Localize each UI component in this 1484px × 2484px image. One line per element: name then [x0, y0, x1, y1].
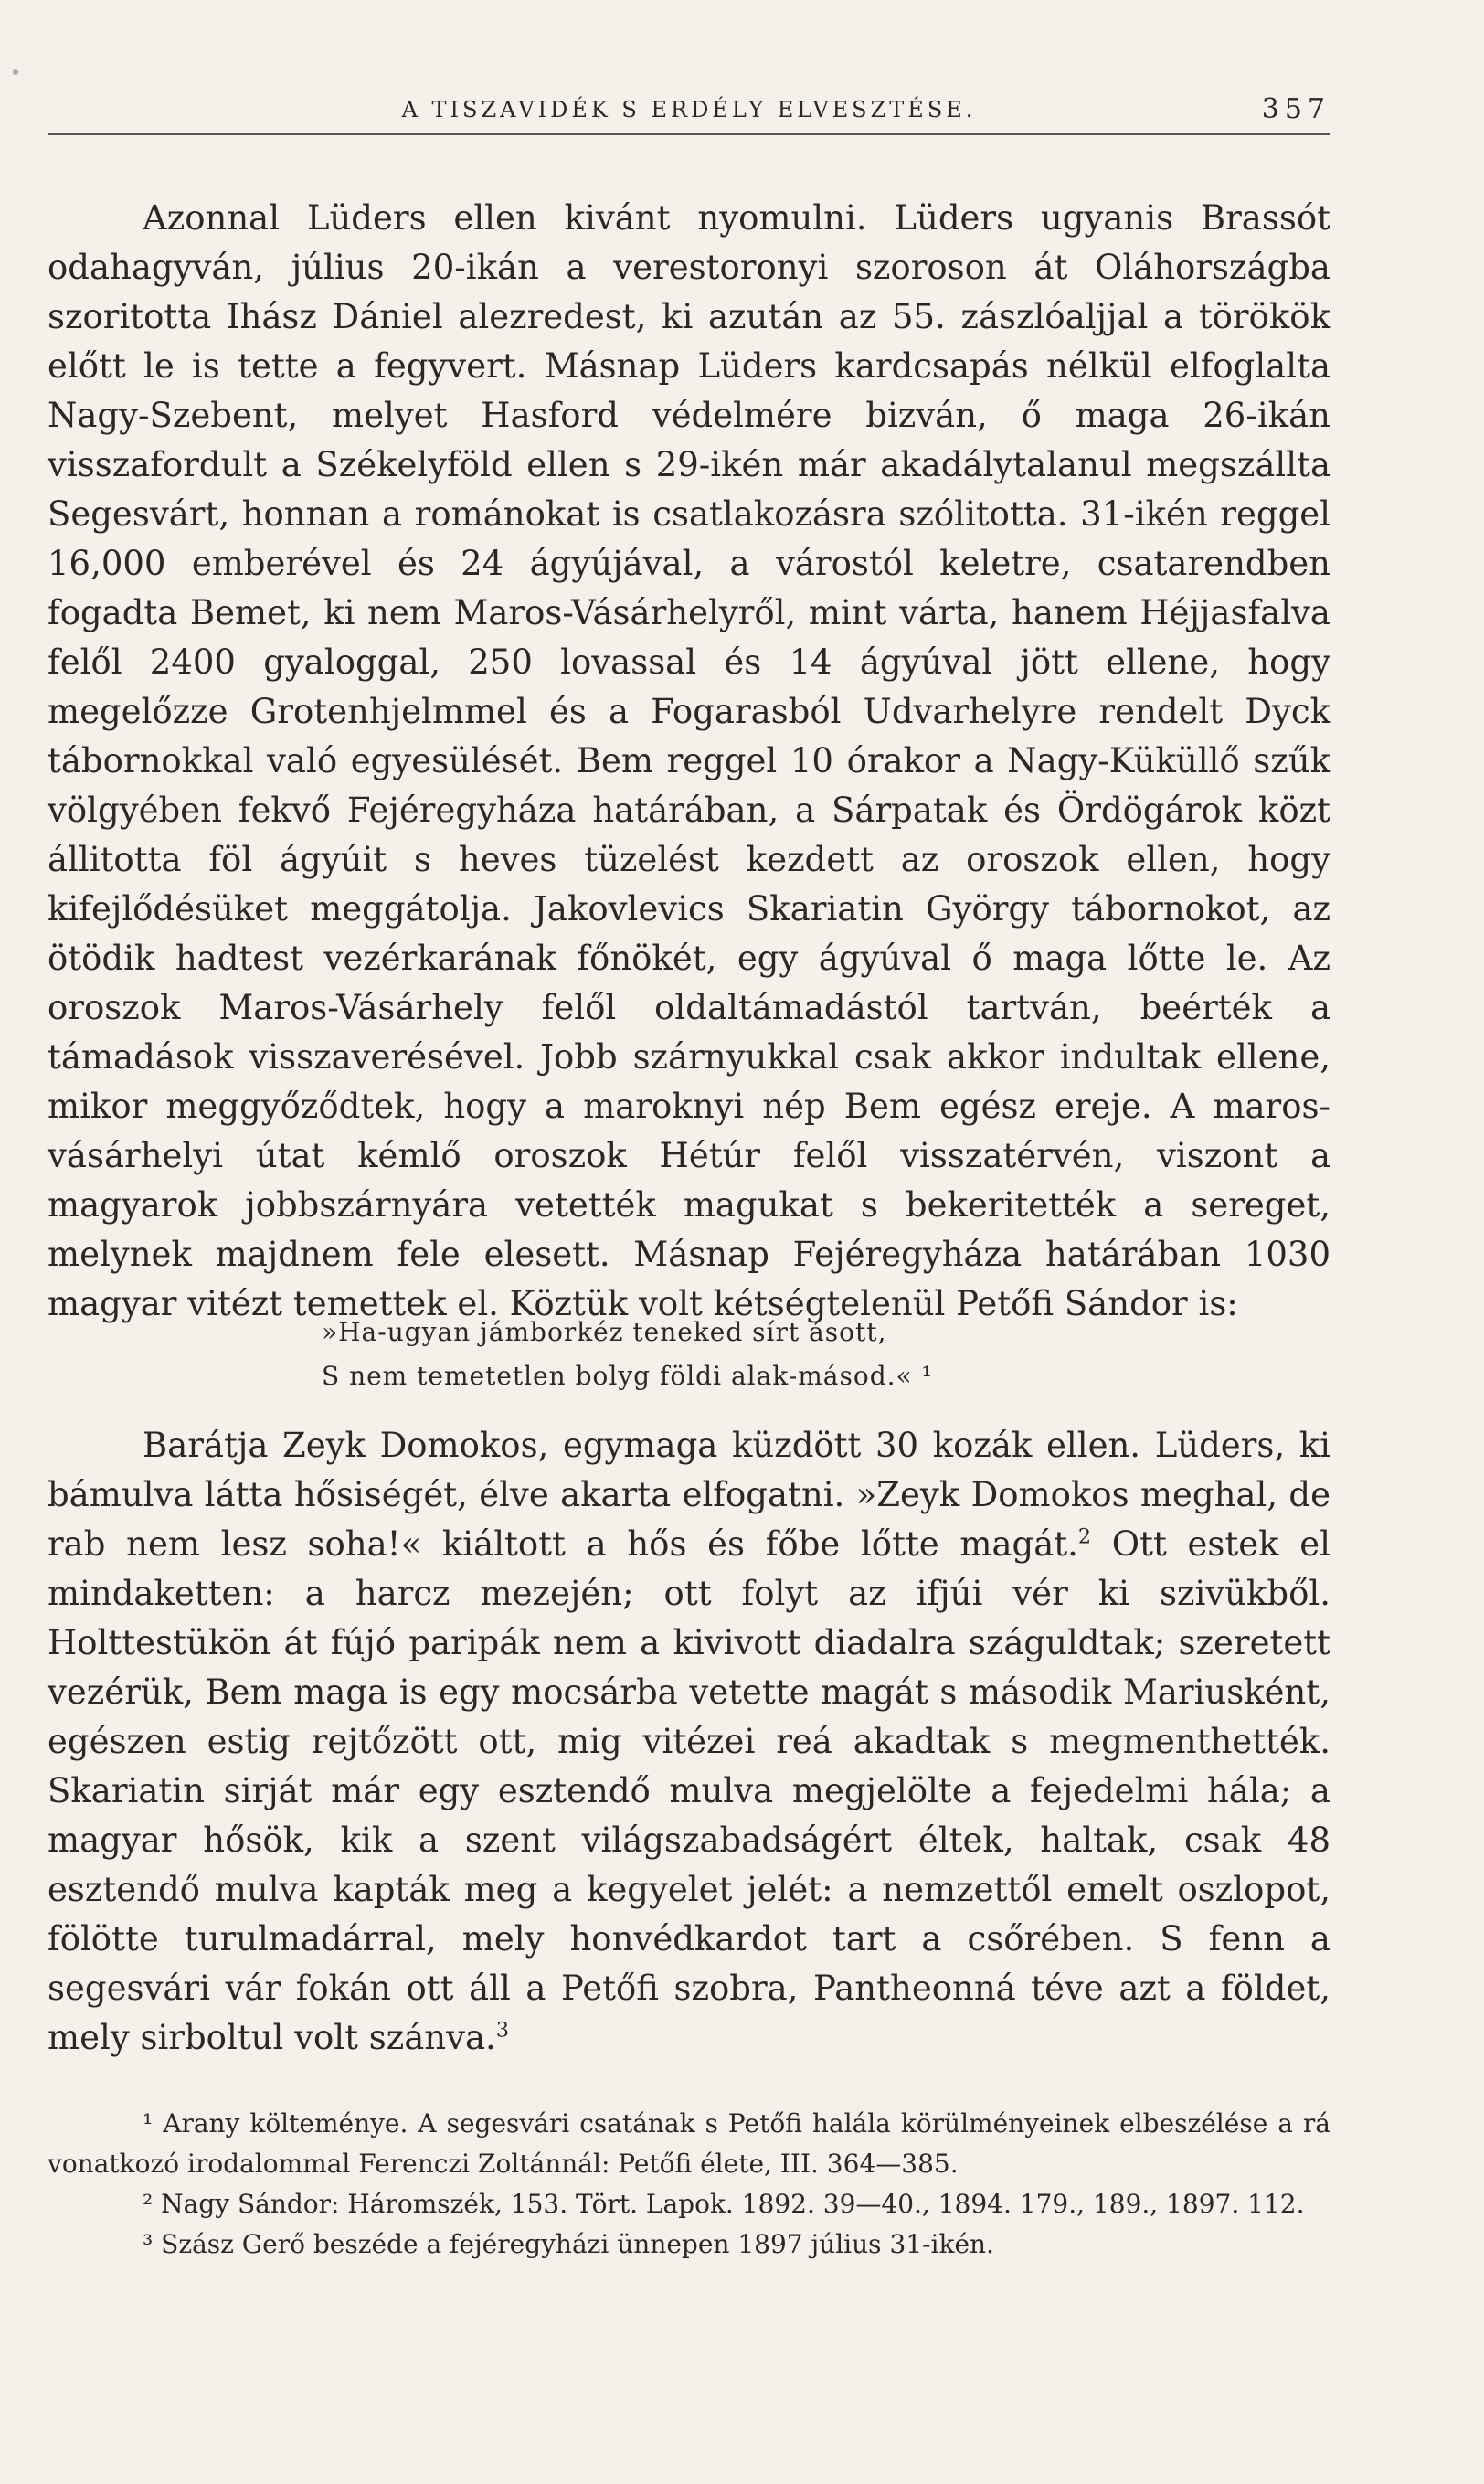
footnotes [48, 2104, 1330, 2265]
paragraph-2-part-b: Ott estek el mindaketten: a harcz mezején; ott folyt az ifjúi vér ki szivükből. Holttestükön át fújó paripák nem a kivivott diadalra száguldtak; szeretett vezérük, Bem maga is egy mocsárba vetette magát s második Mariusként, egészen estig rejtőzött ott, mig vitézei reá akadtak s megmenthették. Skariatin sirját már egy esztendő mulva megjelölte a fejedelmi hála; a magyar hősök, kik a szent világszabadságért éltek, haltak, csak 48 esztendő mulva kapták meg a kegyelet jelét: a nemzettől emelt oszlopot, fölötte turulmadárral, mely honvédkardot tart a csőrében. S fenn a segesvári vár fokán ott áll a Petőfi szobra, Pantheonná téve azt a földet, mely sirboltul volt szánva. [48, 1524, 1330, 2057]
footnote-text: Arany költeménye. A segesvári csatának s Petőfi halála körülményeinek elbeszélése a rá vonatkozó irodalommal Ferenczi Zoltánnál: Petőfi élete, III. 364—385. [48, 2108, 1330, 2179]
paragraph-1: Azonnal Lüders ellen kivánt nyomulni. Lüders ugyanis Brassót odahagyván, július 20-ikán a verestoronyi szoroson át Oláhországba szoritotta Ihász Dániel alezredest, ki azután az 55. zászlóaljjal a törökök előtt le is tette a fegyvert. Másnap Lüders kardcsapás nélkül elfoglalta Nagy-Szebent, melyet Hasford védelmére bizván, ő maga 26-ikán visszafordult a Székelyföld ellen s 29-ikén már akadálytalanul megszállta Segesvárt, honnan a románokat is csatlakozásra szólitotta. 31-ikén reggel 16,000 emberével és 24 ágyújával, a várostól keletre, csatarendben fogadta Bemet, ki nem Maros-Vásárhelyről, mint várta, hanem Héjjasfalva felől 2400 gyaloggal, 250 lovassal és 14 ágyúval jött ellene, hogy megelőzze Grotenhjelmmel és a Fogarasból Udvarhelyre rendelt Dyck tábornokkal való egyesülését. Bem reggel 10 órakor a Nagy-Küküllő szűk völgyében fekvő Fejéregyháza határában, a Sárpatak és Ördögárok közt állitotta föl ágyúit s heves tüzelést kezdett az oroszok ellen, hogy kifejlődésüket meggátolja. Jakovlevics Skariatin György tábornokot, az ötödik hadtest vezérkarának főnökét, egy ágyúval ő maga lőtte le. Az oroszok Maros-Vásárhely felől oldaltámadástól tartván, beérték a támadások visszaverésével. Jobb szárnyukkal csak akkor indultak ellene, mikor meggyőződtek, hogy a maroknyi nép Bem egész ereje. A maros-vásárhelyi útat kémlő oroszok Hétúr felől visszatérvén, viszont a magyarok jobbszárnyára vetették magukat s bekeritették a sereget, melynek majdnem fele elesett. Másnap Fejéregyháza határában 1030 magyar vitézt temettek el. Köztük volt kétségtelenül Petőfi Sándor is: [48, 198, 1330, 1323]
footnote-ref-3: 3 [495, 2018, 509, 2043]
footnote-ref-2: 2 [1077, 1524, 1092, 1549]
quote-line-1: »Ha-ugyan jámborkéz teneked sírt ásott, [322, 1317, 887, 1347]
footnote-text: Szász Gerő beszéde a fejéregyházi ünnepen 1897 július 31-ikén. [161, 2229, 994, 2259]
footnote-mark: ³ [143, 2229, 154, 2259]
paragraph-2-part-a: Barátja Zeyk Domokos, egymaga küzdött 30 kozák ellen. Lüders, ki bámulva látta hősiségét, élve akarta elfogatni. »Zeyk Domokos meghal, de rab nem lesz soha!« kiáltott a hős és főbe lőtte magát. [48, 1426, 1330, 1564]
footnote-2 [48, 2184, 1330, 2224]
footnote-mark: ² [143, 2189, 154, 2219]
page-header [48, 93, 1330, 135]
quote-line-2: S nem temetetlen bolyg földi alak-másod.« ¹ [322, 1361, 933, 1391]
poem-quote [322, 1311, 1053, 1398]
footnote-text: Nagy Sándor: Háromszék, 153. Tört. Lapok. 1892. 39—40., 1894. 179., 189., 1897. 112. [161, 2189, 1305, 2219]
page-number: 357 [1261, 93, 1330, 125]
running-title: A TISZAVIDÉK S ERDÉLY ELVESZTÉSE. [401, 97, 977, 122]
main-text-continued [48, 1421, 1330, 2063]
footnote-mark: ¹ [143, 2108, 154, 2139]
main-text [48, 194, 1330, 1329]
paragraph-2 [48, 1421, 1330, 2063]
footnote-3 [48, 2224, 1330, 2265]
margin-dot [13, 69, 18, 75]
footnote-1 [48, 2104, 1330, 2184]
